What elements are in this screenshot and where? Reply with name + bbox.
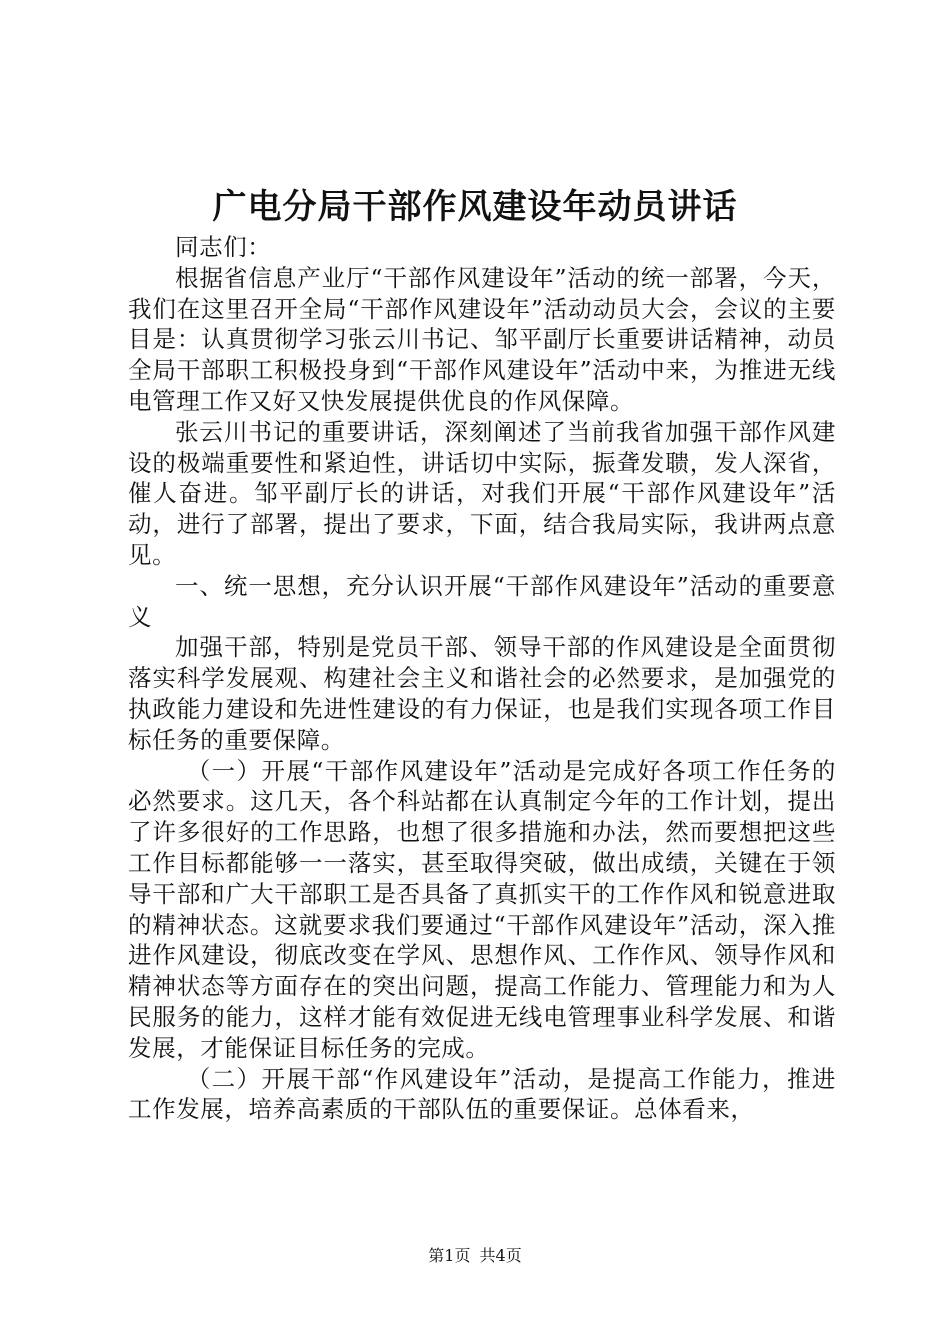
page-number: 第1页 xyxy=(428,1246,471,1265)
document-title: 广电分局干部作风建设年动员讲话 xyxy=(212,187,738,227)
body-paragraph: 加强干部，特别是党员干部、领导干部的作风建设是全面贯彻落实科学发展观、构建社会主义和谐社会的必然要求，是加强党的执政能力建设和先进性建设的有力保证，也是我们实现各项工作目标任务的重要保障。 xyxy=(128,633,836,754)
page-total: 共4页 xyxy=(479,1246,522,1265)
section-heading: 一、统一思想，充分认识开展“干部作风建设年”活动的重要意义 xyxy=(128,571,836,631)
page-footer xyxy=(0,1244,950,1268)
subsection-paragraph: （二）开展干部“作风建设年”活动，是提高工作能力，推进工作发展，培养高素质的干部队伍的重要保证。总体看来， xyxy=(128,1064,836,1124)
body-paragraph: 根据省信息产业厅“干部作风建设年”活动的统一部署，今天，我们在这里召开全局“干部作风建设年”活动动员大会，会议的主要目是：认真贯彻学习张云川书记、邹平副厅长重要讲话精神，动员全局干部职工积极投身到“干部作风建设年”活动中来，为推进无线电管理工作又好又快发展提供优良的作风保障。 xyxy=(128,263,836,415)
body-paragraph: 张云川书记的重要讲话，深刻阐述了当前我省加强干部作风建设的极端重要性和紧迫性，讲话切中实际，振聋发聩，发人深省，催人奋进。邹平副厅长的讲话，对我们开展“干部作风建设年”活动，进行了部署，提出了要求，下面，结合我局实际，我讲两点意见。 xyxy=(128,417,836,569)
document-body xyxy=(128,232,836,1125)
subsection-paragraph: （一）开展“干部作风建设年”活动是完成好各项工作任务的必然要求。这几天，各个科站都在认真制定今年的工作计划，提出了许多很好的工作思路，也想了很多措施和办法，然而要想把这些工作目标都能够一一落实，甚至取得突破，做出成绩，关键在于领导干部和广大干部职工是否具备了真抓实干的工作作风和锐意进取的精神状态。这就要求我们要通过“干部作风建设年”活动，深入推进作风建设，彻底改变在学风、思想作风、工作作风、领导作风和精神状态等方面存在的突出问题，提高工作能力、管理能力和为人民服务的能力，这样才能有效促进无线电管理事业科学发展、和谐发展，才能保证目标任务的完成。 xyxy=(128,756,836,1062)
salutation-paragraph: 同志们： xyxy=(175,233,272,261)
